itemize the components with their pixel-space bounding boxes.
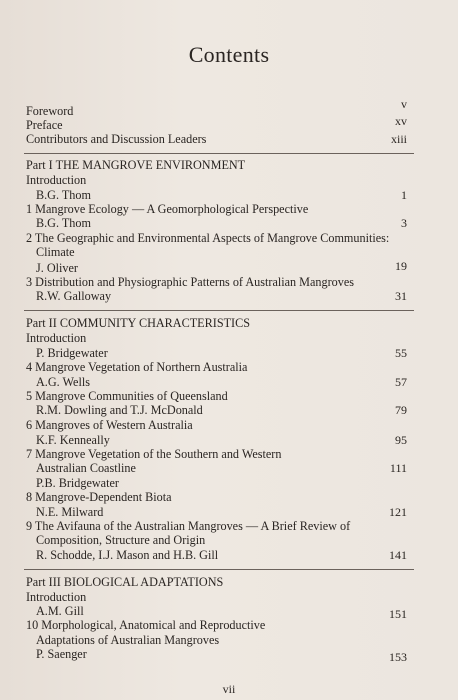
part-heading: Part III BIOLOGICAL ADAPTATIONS	[26, 575, 224, 589]
toc-page: 153	[389, 650, 407, 664]
toc-entry: 2 The Geographic and Environmental Aspects of Mangrove Communities:	[26, 231, 390, 245]
toc-entry: 6 Mangroves of Western Australia	[26, 418, 193, 432]
toc-author: A.G. Wells	[36, 375, 90, 389]
toc-author: P.B. Bridgewater	[36, 476, 119, 490]
toc-page-foreword: v	[401, 97, 407, 111]
page-number-footer: vii	[222, 682, 236, 696]
toc-page-preface: xv	[395, 114, 407, 128]
toc-entry: 8 Mangrove-Dependent Biota	[26, 490, 172, 504]
toc-entry: 3 Distribution and Physiographic Patterns of Australian Mangroves	[26, 275, 355, 289]
toc-page: 19	[395, 259, 407, 273]
part-heading: Part II COMMUNITY CHARACTERISTICS	[26, 316, 251, 330]
toc-entry-continued: Climate	[36, 245, 75, 259]
toc-author: K.F. Kenneally	[36, 433, 110, 447]
toc-author: B.G. Thom	[36, 188, 91, 202]
toc-page-contributors: xiii	[390, 132, 407, 146]
toc-page: 95	[395, 433, 407, 447]
toc-author: B.G. Thom	[36, 216, 91, 230]
toc-entry: 4 Mangrove Vegetation of Northern Australia	[26, 360, 248, 374]
toc-entry-continued: Adaptations of Australian Mangroves	[36, 633, 220, 647]
toc-entry: 5 Mangrove Communities of Queensland	[26, 389, 228, 403]
toc-author: P. Saenger	[36, 647, 87, 661]
section-divider	[24, 153, 414, 154]
toc-author: R. Schodde, I.J. Mason and H.B. Gill	[36, 548, 219, 562]
toc-entry: 7 Mangrove Vegetation of the Southern and Western	[26, 447, 282, 461]
toc-page: 1	[401, 188, 407, 202]
section-divider	[24, 310, 414, 311]
toc-author: A.M. Gill	[36, 604, 84, 618]
toc-author: R.W. Galloway	[36, 289, 112, 303]
toc-page: 111	[389, 461, 407, 475]
toc-page: 79	[395, 403, 407, 417]
toc-page: 121	[389, 505, 407, 519]
toc-entry: Introduction	[26, 331, 87, 345]
toc-author: R.M. Dowling and T.J. McDonald	[36, 403, 203, 417]
toc-entry: 1 Mangrove Ecology — A Geomorphological Perspective	[26, 202, 309, 216]
toc-entry: Introduction	[26, 173, 87, 187]
toc-page: 31	[395, 289, 407, 303]
toc-entry-continued: Australian Coastline	[36, 461, 136, 475]
toc-page: 141	[389, 548, 407, 562]
toc-author: P. Bridgewater	[36, 346, 108, 360]
toc-entry: Introduction	[26, 590, 87, 604]
toc-page: 57	[395, 375, 407, 389]
toc-page: 151	[389, 607, 407, 621]
toc-entry: 10 Morphological, Anatomical and Reproductive	[26, 618, 266, 632]
toc-entry-continued: Composition, Structure and Origin	[36, 533, 206, 547]
toc-entry-preface: Preface	[26, 118, 63, 132]
part-heading: Part I THE MANGROVE ENVIRONMENT	[26, 158, 246, 172]
toc-entry-contributors: Contributors and Discussion Leaders	[26, 132, 207, 146]
toc-entry: 9 The Avifauna of the Australian Mangroves — A Brief Review of	[26, 519, 351, 533]
section-divider	[24, 569, 414, 570]
toc-page: 3	[401, 216, 407, 230]
toc-author: J. Oliver	[36, 261, 78, 275]
page-title: Contents	[188, 42, 270, 67]
toc-page: 55	[395, 346, 407, 360]
toc-entry-foreword: Foreword	[26, 104, 74, 118]
toc-author: N.E. Milward	[36, 505, 104, 519]
